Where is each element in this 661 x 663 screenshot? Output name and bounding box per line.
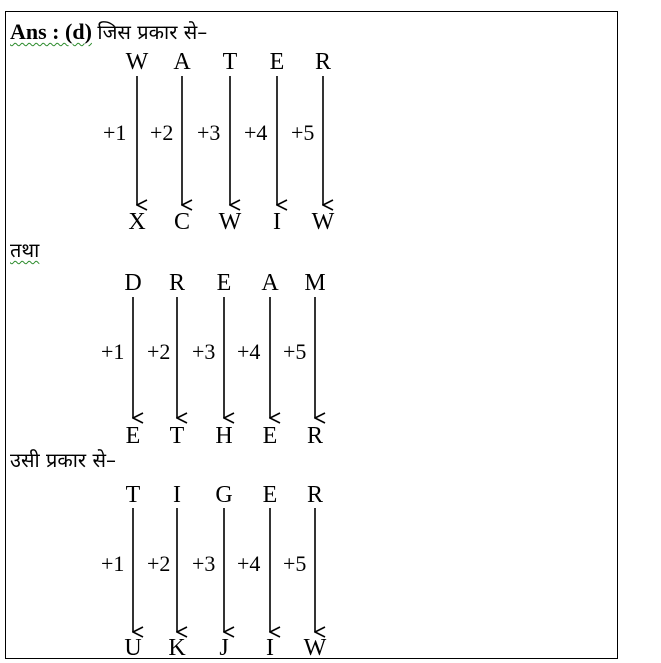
source-letter: E	[216, 270, 232, 296]
source-letter: R	[314, 49, 331, 75]
shift-label: +3	[192, 339, 216, 364]
target-letter: E	[125, 423, 141, 449]
target-letter: W	[303, 635, 327, 661]
source-letter: T	[125, 482, 141, 508]
source-letter: M	[304, 270, 326, 296]
target-letter: K	[168, 635, 186, 661]
source-letter: R	[168, 270, 185, 296]
target-letter: R	[306, 423, 323, 449]
source-letter: W	[125, 49, 149, 75]
target-letter: I	[266, 635, 274, 661]
target-letter: E	[262, 423, 278, 449]
target-letter: C	[173, 209, 190, 235]
shift-label: +1	[101, 551, 125, 576]
shift-label: +2	[150, 120, 174, 145]
shift-label: +5	[291, 120, 315, 145]
target-letter: W	[218, 209, 242, 235]
shift-label: +3	[197, 120, 221, 145]
target-letter: I	[273, 209, 281, 235]
shift-label: +2	[147, 339, 171, 364]
shift-label: +4	[244, 120, 268, 145]
target-letter: J	[219, 635, 229, 661]
source-letter: R	[306, 482, 323, 508]
source-letter: A	[261, 270, 279, 296]
shift-label: +4	[237, 551, 261, 576]
shift-label: +5	[283, 339, 307, 364]
shift-label: +5	[283, 551, 307, 576]
conclusion-text: उसी प्रकार से–	[10, 448, 116, 472]
shift-label: +1	[101, 339, 125, 364]
source-letter: E	[262, 482, 278, 508]
source-letter: D	[124, 270, 142, 296]
target-letter: U	[124, 635, 142, 661]
target-letter: H	[215, 423, 233, 449]
shift-label: +1	[103, 120, 127, 145]
shift-label: +4	[237, 339, 261, 364]
shift-label: +3	[192, 551, 216, 576]
answer-label: Ans : (d)	[10, 19, 92, 44]
shift-label: +2	[147, 551, 171, 576]
source-letter: I	[173, 482, 181, 508]
target-letter: X	[128, 209, 146, 235]
source-letter: A	[173, 49, 191, 75]
source-letter: G	[215, 482, 233, 508]
intro-text: जिस प्रकार से–	[97, 20, 208, 44]
source-letter: E	[269, 49, 285, 75]
target-letter: T	[169, 423, 185, 449]
middle-text: तथा	[10, 238, 40, 262]
target-letter: W	[311, 209, 335, 235]
source-letter: T	[222, 49, 238, 75]
